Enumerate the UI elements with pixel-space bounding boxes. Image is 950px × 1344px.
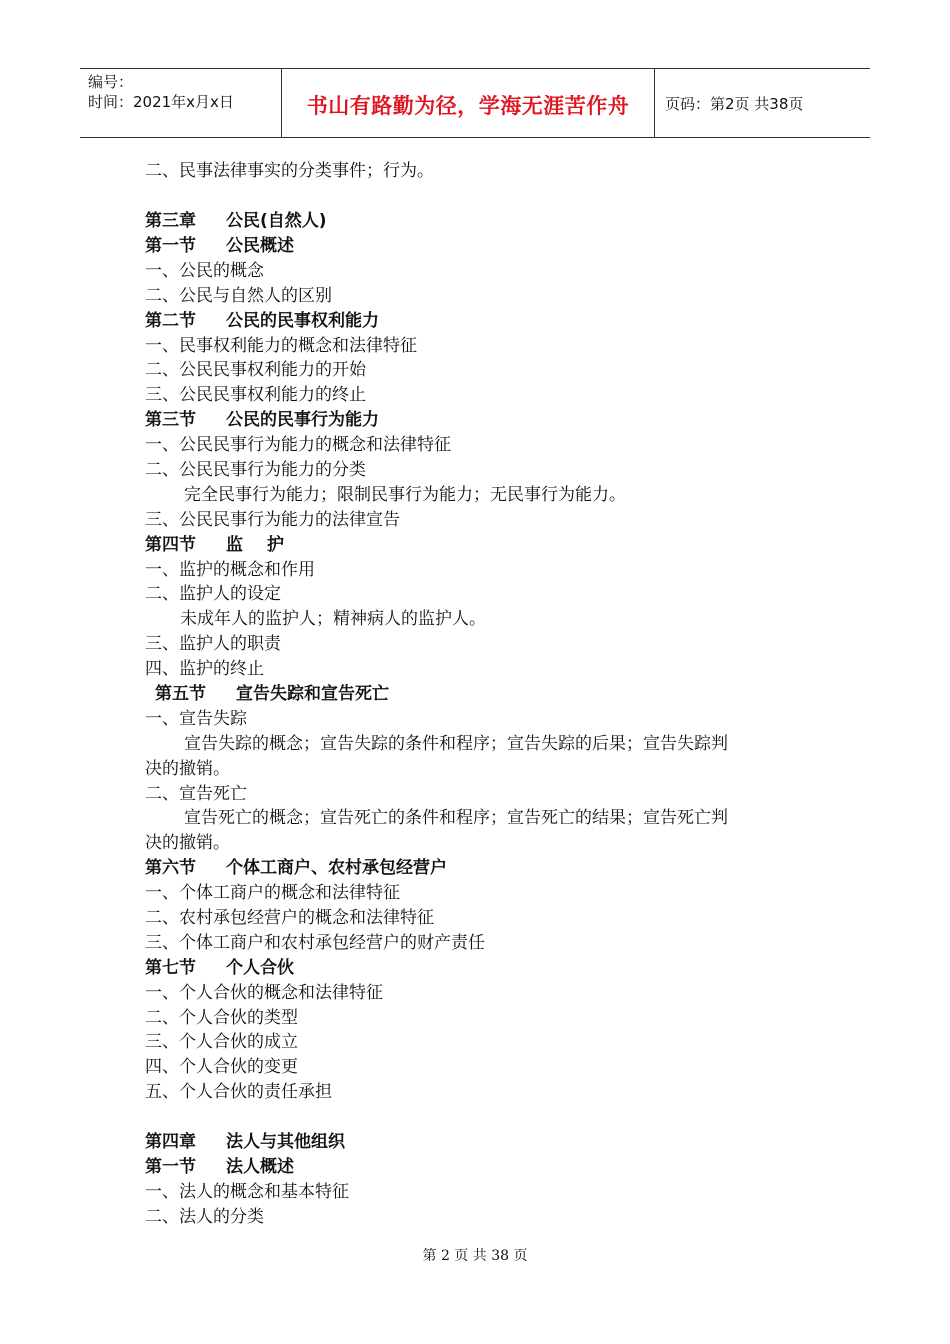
header-meta-cell — [80, 69, 282, 137]
body-line-indented: 宣告失踪的概念；宣告失踪的条件和程序；宣告失踪的后果；宣告失踪判 — [184, 734, 728, 754]
section-number: 第二节 — [145, 311, 196, 331]
section-number: 第一节 — [145, 236, 196, 256]
section-title-part: 监 — [226, 535, 243, 555]
chapter-title: 公民(自然人) — [226, 211, 327, 231]
section-heading — [155, 683, 389, 705]
section-number: 第三节 — [145, 410, 196, 430]
body-line: 二、公民民事权利能力的开始 — [145, 360, 366, 380]
section-number: 第七节 — [145, 958, 196, 978]
page-footer: 第 2 页 共 38 页 — [422, 1248, 528, 1264]
body-line: 一、公民的概念 — [145, 261, 264, 281]
header-page-cell — [655, 69, 870, 137]
document-number-label: 编号： — [88, 73, 134, 91]
body-line: 五、个人合伙的责任承担 — [145, 1082, 332, 1102]
page-header — [80, 68, 870, 138]
body-line: 一、个体工商户的概念和法律特征 — [145, 883, 400, 903]
body-line: 三、公民民事行为能力的法律宣告 — [145, 510, 400, 530]
body-line: 一、宣告失踪 — [145, 709, 247, 729]
body-line-indented: 未成年人的监护人；精神病人的监护人。 — [180, 609, 486, 629]
section-heading — [145, 857, 447, 879]
section-title: 宣告失踪和宣告死亡 — [236, 684, 389, 704]
section-number: 第四节 — [145, 535, 196, 555]
header-page-label: 页码：第2页 共38页 — [665, 95, 804, 113]
body-line: 决的撤销。 — [145, 759, 230, 779]
section-title-part: 护 — [267, 535, 284, 555]
section-heading — [145, 1156, 294, 1178]
body-line: 二、民事法律事实的分类事件；行为。 — [145, 161, 434, 181]
section-title: 公民概述 — [226, 236, 294, 256]
body-line: 决的撤销。 — [145, 833, 230, 853]
body-line: 二、监护人的设定 — [145, 584, 281, 604]
body-line: 三、公民民事权利能力的终止 — [145, 385, 366, 405]
body-line: 一、民事权利能力的概念和法律特征 — [145, 336, 417, 356]
body-line: 二、法人的分类 — [145, 1207, 264, 1227]
body-line-indented: 宣告死亡的概念；宣告死亡的条件和程序；宣告死亡的结果；宣告死亡判 — [184, 808, 728, 828]
body-line: 一、法人的概念和基本特征 — [145, 1182, 349, 1202]
section-number: 第六节 — [145, 858, 196, 878]
body-line: 三、监护人的职责 — [145, 634, 281, 654]
section-heading — [145, 534, 284, 556]
chapter-number: 第四章 — [145, 1132, 196, 1152]
body-line-indented: 完全民事行为能力；限制民事行为能力；无民事行为能力。 — [184, 485, 626, 505]
header-motto-cell — [282, 69, 655, 137]
body-line: 四、个人合伙的变更 — [145, 1057, 298, 1077]
body-line: 二、公民与自然人的区别 — [145, 286, 332, 306]
section-title: 公民的民事行为能力 — [226, 410, 379, 430]
chapter-number: 第三章 — [145, 211, 196, 231]
body-line: 三、个体工商户和农村承包经营户的财产责任 — [145, 933, 485, 953]
body-line: 三、个人合伙的成立 — [145, 1032, 298, 1052]
section-number: 第五节 — [155, 684, 206, 704]
body-line: 一、监护的概念和作用 — [145, 560, 315, 580]
section-heading — [145, 957, 294, 979]
section-heading — [145, 409, 379, 431]
body-line: 二、公民民事行为能力的分类 — [145, 460, 366, 480]
body-line: 二、宣告死亡 — [145, 784, 247, 804]
body-line: 四、监护的终止 — [145, 659, 264, 679]
body-line: 二、个人合伙的类型 — [145, 1008, 298, 1028]
body-line: 一、个人合伙的概念和法律特征 — [145, 983, 383, 1003]
document-date-label: 时间：2021年x月x日 — [88, 93, 234, 111]
body-line: 二、农村承包经营户的概念和法律特征 — [145, 908, 434, 928]
body-line: 一、公民民事行为能力的概念和法律特征 — [145, 435, 451, 455]
section-title: 法人概述 — [226, 1157, 294, 1177]
section-heading — [145, 310, 379, 332]
chapter-title: 法人与其他组织 — [226, 1132, 345, 1152]
section-title: 公民的民事权利能力 — [226, 311, 379, 331]
section-number: 第一节 — [145, 1157, 196, 1177]
section-heading — [145, 235, 294, 257]
chapter-heading — [145, 1131, 345, 1153]
section-title: 个体工商户、农村承包经营户 — [226, 858, 447, 878]
header-motto: 书山有路勤为径，学海无涯苦作舟 — [306, 94, 630, 118]
chapter-heading — [145, 210, 327, 232]
section-title: 个人合伙 — [226, 958, 294, 978]
